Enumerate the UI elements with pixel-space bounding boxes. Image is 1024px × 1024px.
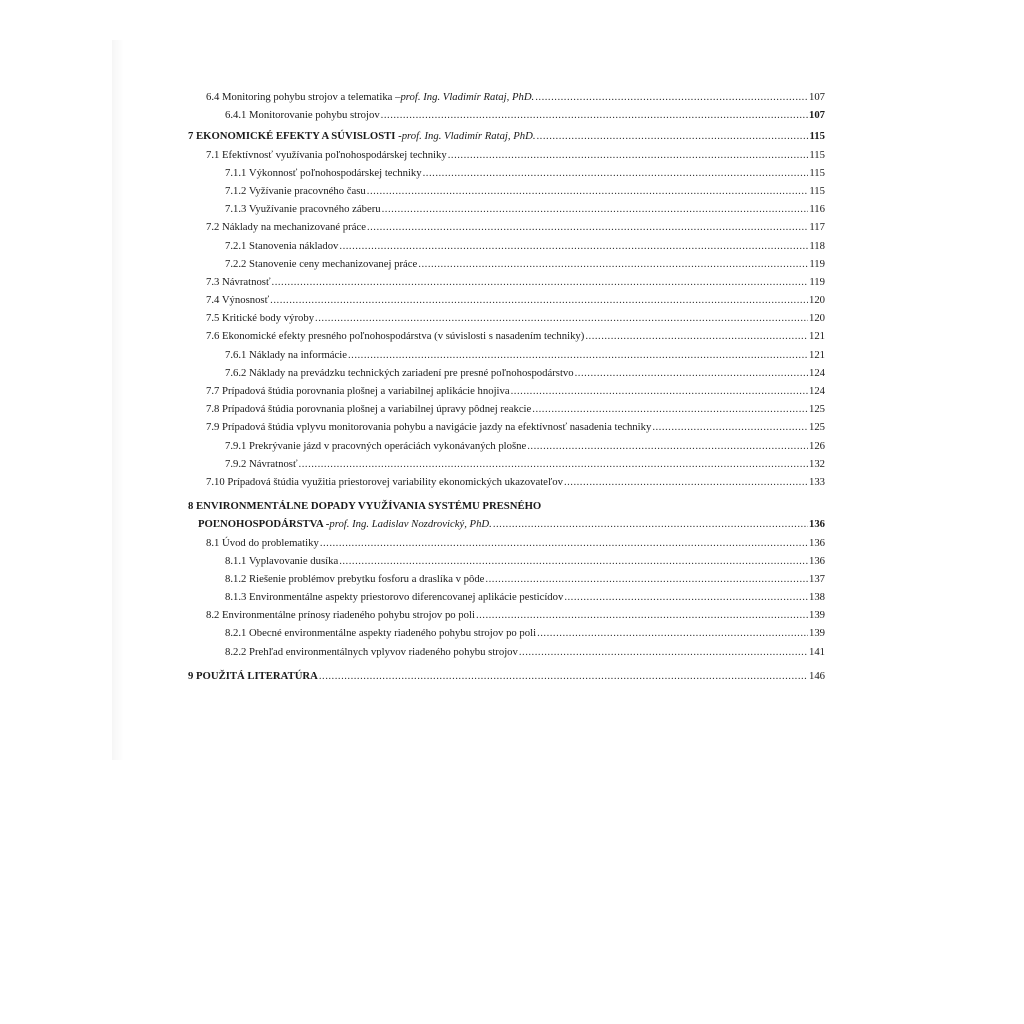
toc-entry-title: 7.1.2 Vyžívanie pracovného času [225,184,366,197]
toc-entry-8-2-1 [188,624,825,642]
dot-leader [511,382,808,400]
toc-entry-page: 120 [808,294,825,307]
toc-entry-page: 133 [808,475,825,488]
dot-leader [519,643,808,661]
toc-entry-7-6-1 [188,346,825,364]
table-of-contents [188,88,825,685]
dot-leader [339,552,808,570]
dot-leader [339,237,808,255]
toc-entry-page: 136 [808,554,825,567]
toc-entry-page: 138 [808,591,825,604]
toc-chapter-8-line1 [188,497,825,515]
dot-leader [448,146,809,164]
toc-entry-title: 8 ENVIRONMENTÁLNE DOPADY VYUŽÍVANIA SYSTÉMU PRESNÉHO [188,500,542,513]
dot-leader [564,473,808,491]
toc-entry-7-7 [188,382,825,400]
toc-entry-page: 125 [808,421,825,434]
toc-entry-7-6 [188,327,825,345]
toc-entry-page: 115 [809,184,825,197]
toc-entry-7-6-2 [188,364,825,382]
toc-entry-author: prof. Ing. Vladimír Rataj, PhD. [400,91,535,103]
toc-entry-7-4 [188,291,825,309]
dot-leader [367,218,808,236]
dot-leader [418,255,808,273]
toc-entry-page: 137 [808,572,825,585]
toc-entry-8-2-2 [188,643,825,661]
dot-leader [348,346,808,364]
toc-entry-title: 7.8 Prípadová štúdia porovnania plošnej a variabilnej úpravy pôdnej reakcie [206,403,532,416]
dot-leader [423,164,809,182]
toc-entry-title: 7.9 Prípadová štúdia vplyvu monitorovania pohybu a navigácie jazdy na efektívnosť nasadenia techniky [206,421,652,434]
toc-entry-7-3 [188,273,825,291]
toc-entry-page: 115 [809,148,825,161]
toc-entry-author: prof. Ing. Ladislav Nozdrovický, PhD. [329,518,492,531]
toc-entry-page: 132 [808,457,825,470]
toc-entry-page: 121 [808,330,825,343]
scan-edge-shadow [112,40,124,760]
toc-entry-page: 115 [809,130,825,143]
toc-entry-6-4-1 [188,106,825,124]
toc-entry-title: 7.9.1 Prekrývanie jázd v pracovných operáciách vykonávaných plošne [225,439,527,452]
toc-entry-7-9-2 [188,455,825,473]
toc-entry-title: 6.4.1 Monitorovanie pohybu strojov [225,109,380,122]
dot-leader [315,309,808,327]
toc-entry-title: 8.2.1 Obecné environmentálne aspekty riadeného pohybu strojov po poli [225,627,537,640]
toc-entry-title: 7.10 Prípadová štúdia využitia priestorovej variability ekonomických ukazovateľov [206,475,563,488]
toc-entry-page: 120 [808,312,825,325]
toc-entry-page: 126 [808,439,825,452]
toc-entry-7-2 [188,218,825,236]
toc-entry-title: 8.2 Environmentálne prínosy riadeného pohybu strojov po poli [206,609,475,622]
toc-entry-page: 107 [808,109,825,122]
toc-entry-page: 117 [809,221,825,234]
toc-entry-8-1-2 [188,570,825,588]
toc-entry-7-9-1 [188,437,825,455]
dot-leader [564,588,808,606]
toc-entry-7-1-3 [188,200,825,218]
dot-leader [585,327,808,345]
toc-entry-page: 141 [808,645,825,658]
dot-leader [535,88,808,106]
toc-entry-title: 7.9.2 Návratnosť [225,457,298,470]
toc-entry-page: 139 [808,627,825,640]
dot-leader [320,534,808,552]
toc-entry-title: 7.4 Výnosnosť [206,294,270,307]
toc-entry-page: 124 [808,385,825,397]
dot-leader [299,455,808,473]
toc-entry-title: 7.1 Efektívnosť využívania poľnohospodárskej techniky [206,148,447,161]
toc-entry-page: 119 [809,275,825,288]
toc-entry-title: 7 EKONOMICKÉ EFEKTY A SÚVISLOSTI - [188,130,402,143]
toc-entry-page: 136 [808,518,825,531]
dot-leader [382,200,809,218]
dot-leader [527,437,808,455]
toc-entry-7-1 [188,146,825,164]
toc-entry-7-5 [188,309,825,327]
toc-entry-title: 7.6 Ekonomické efekty presného poľnohospodárstva (v súvislosti s nasadením techniky) [206,330,585,343]
toc-chapter-7 [188,127,825,145]
toc-chapter-9 [188,667,825,685]
toc-entry-page: 121 [808,348,825,361]
toc-entry-title: 8.1.1 Vyplavovanie dusíka [225,554,339,567]
toc-entry-page: 124 [808,366,825,379]
toc-entry-7-8 [188,400,825,418]
toc-entry-title: 6.4 Monitoring pohybu strojov a telematika – [206,91,401,103]
toc-entry-page: 136 [808,536,825,549]
toc-entry-page: 119 [809,257,825,270]
toc-entry-8-1 [188,534,825,552]
toc-entry-6-4 [188,88,825,106]
toc-entry-title: 8.1.2 Riešenie problémov prebytku fosforu a draslíka v pôde [225,572,485,585]
toc-entry-page: 107 [808,91,825,103]
toc-entry-title: 7.2 Náklady na mechanizované práce [206,221,366,234]
dot-leader [485,570,808,588]
dot-leader [319,667,808,685]
toc-entry-title: 7.1.1 Výkonnosť poľnohospodárskej techniky [225,166,422,179]
toc-entry-7-1-1 [188,164,825,182]
toc-entry-page: 139 [808,609,825,622]
toc-entry-title: 7.2.1 Stanovenia nákladov [225,239,339,252]
dot-leader [381,106,808,124]
toc-entry-page: 125 [808,403,825,416]
dot-leader [537,624,808,642]
dot-leader [575,364,808,382]
toc-entry-7-1-2 [188,182,825,200]
toc-entry-title: 8.1.3 Environmentálne aspekty priestorovo diferencovanej aplikácie pesticídov [225,591,564,604]
dot-leader [476,606,808,624]
toc-entry-title: 8.2.2 Prehľad environmentálnych vplyvov riadeného pohybu strojov [225,645,518,658]
toc-chapter-8-line2 [188,515,825,533]
toc-entry-title: 7.2.2 Stanovenie ceny mechanizovanej práce [225,257,418,270]
dot-leader [367,182,809,200]
toc-entry-8-1-1 [188,552,825,570]
toc-entry-author: prof. Ing. Vladimír Rataj, PhD. [401,130,536,143]
toc-entry-page: 116 [809,203,825,216]
toc-entry-title: 7.6.2 Náklady na prevádzku technických zariadení pre presné poľnohospodárstvo [225,366,574,379]
toc-entry-7-10 [188,473,825,491]
toc-entry-title: POĽNOHOSPODÁRSTVA - [198,518,330,531]
dot-leader [537,127,809,145]
dot-leader [493,515,808,533]
toc-entry-title: 7.5 Kritické body výroby [206,312,315,325]
toc-entry-title: 7.7 Prípadová štúdia porovnania plošnej a variabilnej aplikácie hnojiva [206,385,510,397]
toc-entry-page: 118 [809,239,825,252]
toc-entry-page: 146 [808,669,825,682]
toc-entry-7-2-2 [188,255,825,273]
toc-entry-title: 8.1 Úvod do problematiky [206,536,319,549]
toc-entry-page: 115 [809,166,825,179]
toc-entry-title: 7.6.1 Náklady na informácie [225,348,347,361]
dot-leader [532,400,808,418]
toc-entry-title: 9 POUŽITÁ LITERATÚRA [188,669,318,682]
toc-entry-8-2 [188,606,825,624]
dot-leader [272,273,809,291]
toc-entry-8-1-3 [188,588,825,606]
toc-entry-7-2-1 [188,237,825,255]
toc-entry-7-9 [188,418,825,436]
toc-entry-title: 7.3 Návratnosť [206,275,271,288]
dot-leader [270,291,808,309]
toc-entry-title: 7.1.3 Využívanie pracovného záberu [225,203,381,216]
dot-leader [652,418,808,436]
